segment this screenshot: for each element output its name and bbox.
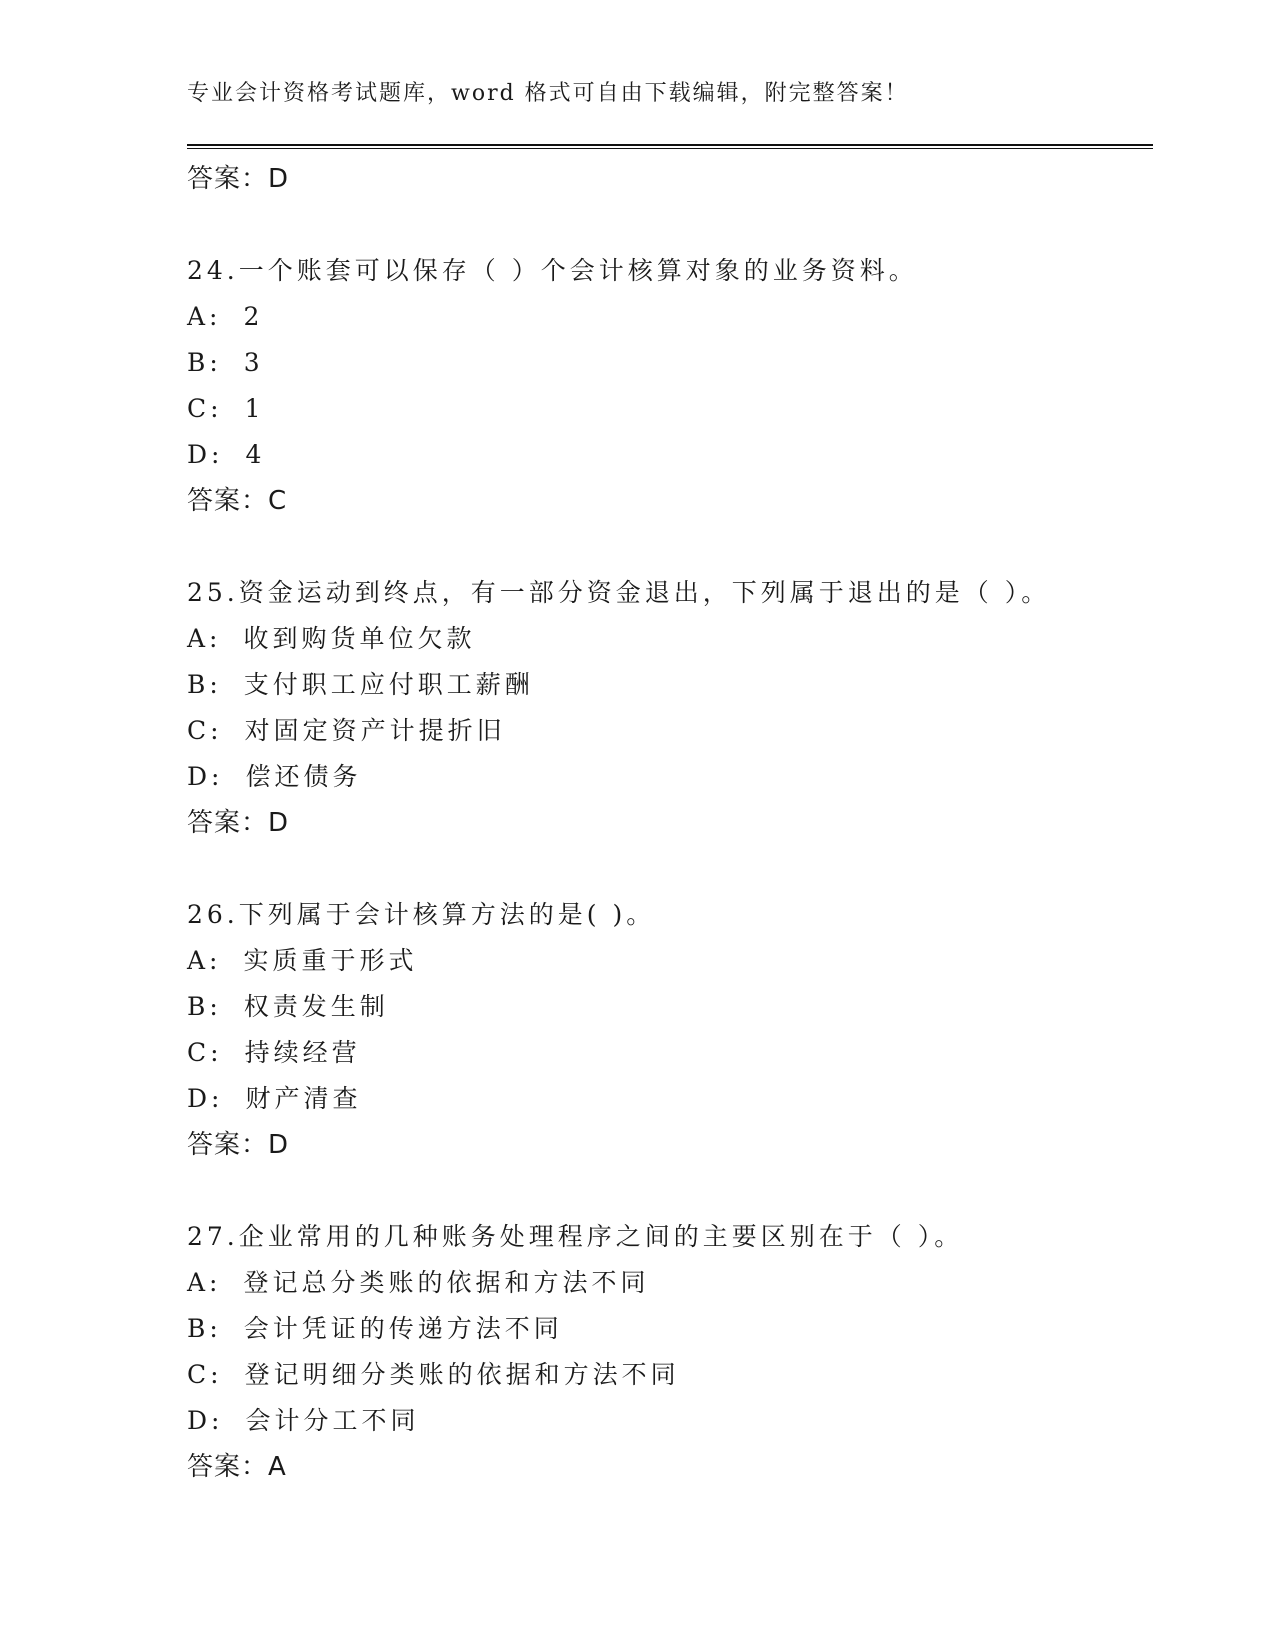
answer-line: 答案：A [187,1452,287,1482]
question-stem: 26.下列属于会计核算方法的是( )。 [187,900,656,929]
option-a [187,938,1153,984]
option-c [187,708,1153,754]
option-text: 持续经营 [244,1038,361,1067]
document-body [187,156,1153,1490]
option-key: A: [187,1268,222,1297]
question-block [187,1214,1153,1490]
option-key: B: [187,348,222,377]
option-key: D: [187,1084,224,1113]
header-rule [187,144,1153,149]
option-d [187,432,1153,478]
option-text: 3 [243,348,264,377]
answer-line: 答案：D [187,808,290,838]
option-text: 登记明细分类账的依据和方法不同 [244,1360,680,1389]
spacer [187,846,1153,892]
question-block [187,248,1153,524]
option-text: 登记总分类账的依据和方法不同 [243,1268,650,1297]
option-text: 4 [245,440,266,469]
option-text: 会计分工不同 [245,1406,420,1435]
spacer [187,1168,1153,1214]
option-key: A: [187,946,222,975]
spacer [187,524,1153,570]
option-key: C: [187,1360,223,1389]
option-b [187,1306,1153,1352]
option-text: 会计凭证的传递方法不同 [243,1314,563,1343]
option-key: D: [187,1406,224,1435]
option-d [187,754,1153,800]
option-d [187,1398,1153,1444]
question-block [187,892,1153,1168]
option-key: D: [187,762,224,791]
option-key: B: [187,1314,222,1343]
option-text: 1 [244,394,265,423]
option-key: C: [187,716,223,745]
option-d [187,1076,1153,1122]
option-c [187,1030,1153,1076]
option-key: C: [187,1038,223,1067]
option-a [187,616,1153,662]
option-c [187,386,1153,432]
spacer [187,202,1153,248]
question-block [187,570,1153,846]
option-text: 权责发生制 [243,992,389,1021]
answer-line: 答案：D [187,164,290,194]
option-b [187,662,1153,708]
option-text: 实质重于形式 [243,946,418,975]
answer-line: 答案：C [187,486,288,516]
question-stem: 27.企业常用的几种账务处理程序之间的主要区别在于（ ）。 [187,1222,964,1251]
option-c [187,1352,1153,1398]
option-key: B: [187,670,222,699]
option-a [187,1260,1153,1306]
answer-line: 答案：D [187,1130,290,1160]
option-key: C: [187,394,223,423]
option-a [187,294,1153,340]
option-key: A: [187,624,222,653]
option-text: 支付职工应付职工薪酬 [243,670,534,699]
option-key: A: [187,302,222,331]
option-text: 收到购货单位欠款 [243,624,476,653]
page-header: 专业会计资格考试题库，word 格式可自由下载编辑，附完整答案！ [187,81,909,106]
question-stem: 24.一个账套可以保存（ ）个会计核算对象的业务资料。 [187,256,918,285]
option-text: 财产清查 [245,1084,362,1113]
option-b [187,984,1153,1030]
question-stem: 25.资金运动到终点，有一部分资金退出，下列属于退出的是（ ）。 [187,578,1051,607]
option-text: 偿还债务 [245,762,362,791]
option-text: 对固定资产计提折旧 [244,716,506,745]
option-key: D: [187,440,224,469]
option-text: 2 [243,302,264,331]
option-b [187,340,1153,386]
option-key: B: [187,992,222,1021]
